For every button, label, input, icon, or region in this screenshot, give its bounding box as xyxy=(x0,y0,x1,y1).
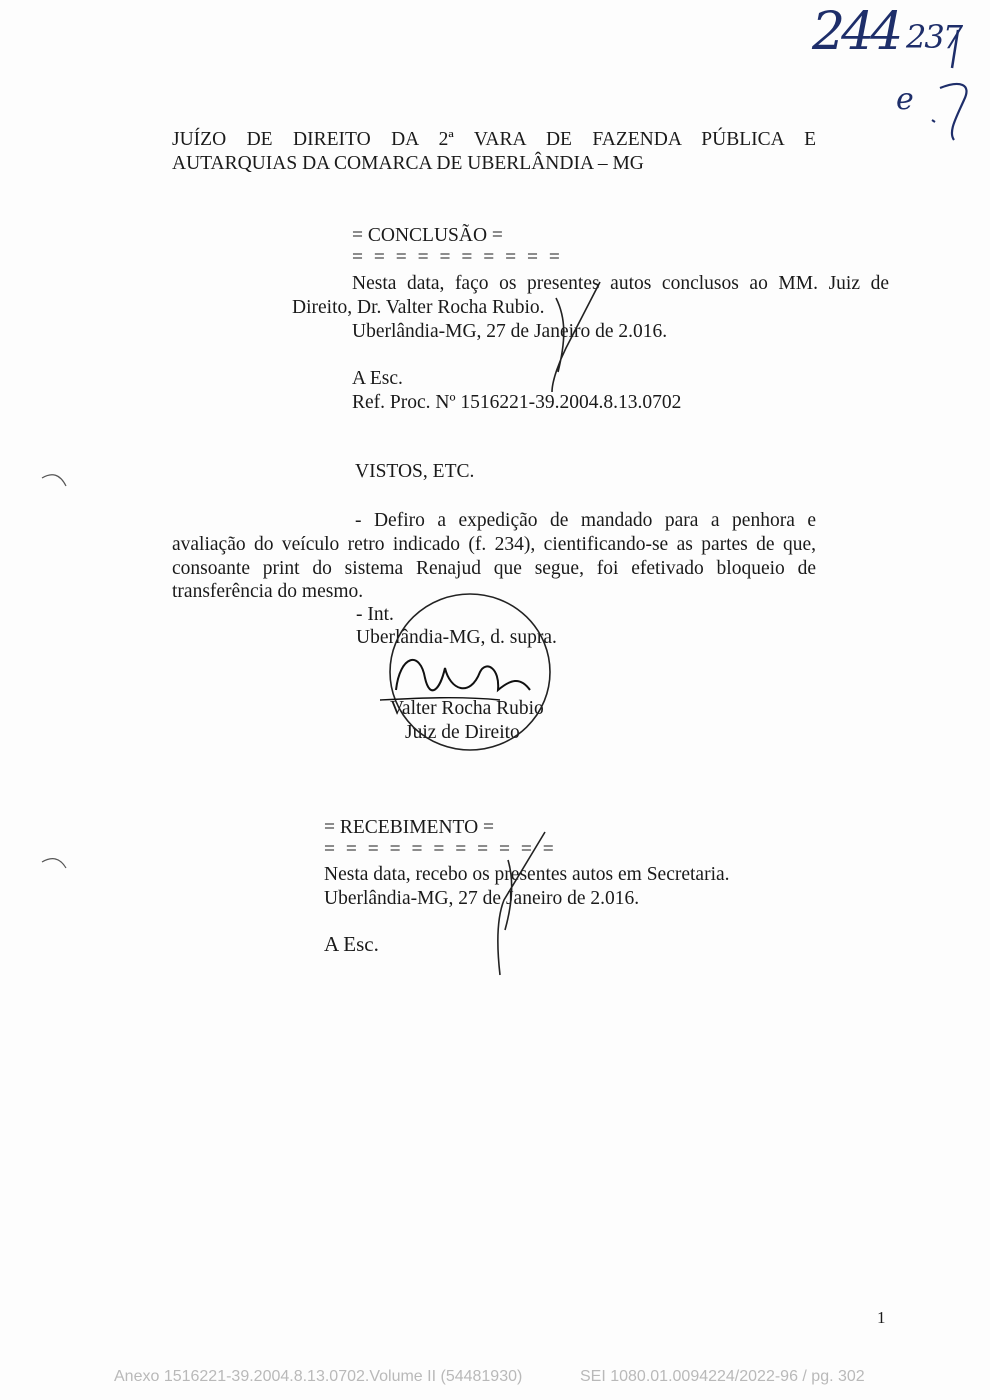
despacho-line-2: avaliação do veículo retro indicado (f. 234), cientificando-se as partes de que, xyxy=(172,534,816,555)
despacho-line-3: consoante print do sistema Renajud que segue, foi efetivado bloqueio de xyxy=(172,558,816,579)
court-header-line-2: AUTARQUIAS DA COMARCA DE UBERLÂNDIA – MG xyxy=(172,153,644,174)
handwritten-folio-number: 244 xyxy=(812,2,900,62)
folio-dot xyxy=(932,120,935,122)
footer-annex-reference: Anexo 1516221-39.2004.8.13.0702.Volume II (54481930) xyxy=(114,1368,523,1385)
despacho-local-date: Uberlândia-MG, d. supra. xyxy=(356,627,557,648)
judge-signature xyxy=(396,660,530,690)
conclusao-text-line-1: Nesta data, faço os presentes autos conclusos ao MM. Juiz de xyxy=(352,273,889,294)
recebimento-esc: A Esc. xyxy=(324,932,379,956)
signer-name: Valter Rocha Rubio xyxy=(390,698,544,719)
despacho-line-1: - Defiro a expedição de mandado para a penhora e xyxy=(355,510,816,531)
recebimento-date: Uberlândia-MG, 27 de Janeiro de 2.016. xyxy=(324,888,640,909)
footer-sei-reference: SEI 1080.01.0094224/2022-96 / pg. 302 xyxy=(580,1368,865,1385)
recebimento-underline: = = = = = = = = = = = xyxy=(324,839,557,860)
recebimento-title: = RECEBIMENTO = xyxy=(324,817,495,838)
despacho-line-4: transferência do mesmo. xyxy=(172,581,364,602)
conclusao-underline: = = = = = = = = = = xyxy=(352,247,563,268)
conclusao-text-line-2: Direito, Dr. Valter Rocha Rubio. xyxy=(292,297,545,318)
despacho-int: - Int. xyxy=(356,604,394,625)
recebimento-text: Nesta data, recebo os presentes autos em Secretaria. xyxy=(324,864,730,885)
margin-mark-2 xyxy=(42,859,66,868)
signer-title: Juiz de Direito xyxy=(405,722,520,743)
conclusao-date: Uberlândia-MG, 27 de Janeiro de 2.016. xyxy=(352,321,668,342)
margin-mark-1 xyxy=(42,475,66,486)
vistos-heading: VISTOS, ETC. xyxy=(355,461,475,482)
conclusao-esc: A Esc. xyxy=(352,368,403,389)
process-reference: Ref. Proc. Nº 1516221-39.2004.8.13.0702 xyxy=(352,392,682,413)
handwritten-initials: e xyxy=(896,82,914,117)
conclusao-title: = CONCLUSÃO = xyxy=(352,225,503,246)
court-header-line-1: JUÍZO DE DIREITO DA 2ª VARA DE FAZENDA PÚBLICA E xyxy=(172,129,816,150)
handwritten-folio-number-previous: 237 xyxy=(906,18,962,56)
folio-rubric-mark xyxy=(940,84,967,140)
page-number: 1 xyxy=(877,1308,886,1327)
